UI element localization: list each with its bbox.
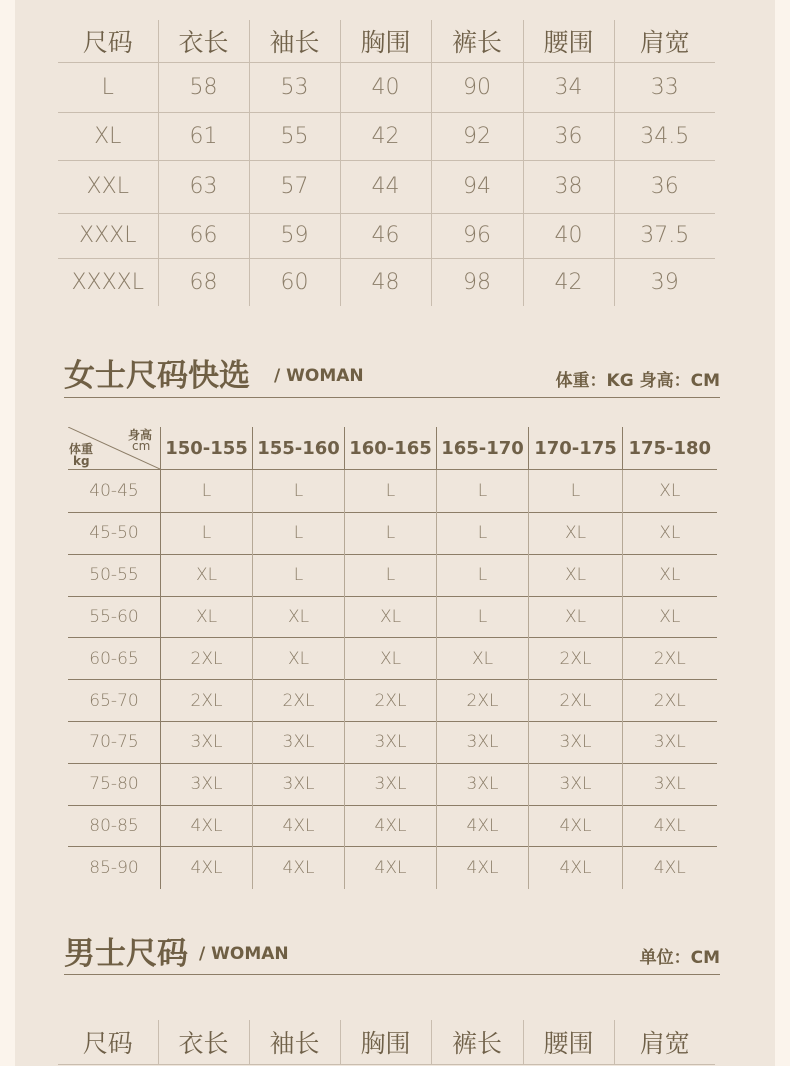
quick-grid-header-row <box>68 427 717 470</box>
size-cell: L <box>253 513 345 555</box>
column-header: 腰围 <box>523 20 614 62</box>
size-cell: 4XL <box>253 847 345 889</box>
size-cell: 3XL <box>437 721 529 763</box>
header-row <box>58 20 715 62</box>
table-row <box>58 213 715 258</box>
size-cell: 4XL <box>345 805 437 847</box>
measure-cell: 36 <box>523 112 614 160</box>
size-cell: XL <box>345 638 437 680</box>
size-cell: L <box>529 470 623 513</box>
size-cell: XXXL <box>58 213 158 258</box>
quick-grid-corner <box>68 427 161 470</box>
measure-cell: 38 <box>523 160 614 213</box>
table-row <box>68 847 717 889</box>
measure-cell: 39 <box>614 258 715 306</box>
measure-cell: 96 <box>431 213 523 258</box>
measure-cell: 59 <box>249 213 340 258</box>
section-subtitle: / WOMAN <box>274 366 364 386</box>
size-cell: 2XL <box>623 680 717 722</box>
size-cell: 4XL <box>345 847 437 889</box>
size-cell: XL <box>623 470 717 513</box>
measure-cell: 92 <box>431 112 523 160</box>
size-cell: XL <box>345 596 437 638</box>
table-row <box>68 554 717 596</box>
size-cell: XL <box>623 554 717 596</box>
size-cell: XL <box>253 638 345 680</box>
size-cell: 4XL <box>437 847 529 889</box>
men-measurement-table <box>58 1020 715 1065</box>
size-cell: XL <box>161 596 253 638</box>
column-header: 衣长 <box>158 20 249 62</box>
table-row <box>68 513 717 555</box>
size-cell: XL <box>161 554 253 596</box>
measure-cell: 44 <box>340 160 431 213</box>
size-cell: XL <box>437 638 529 680</box>
corner-weight-label: 体重 <box>69 442 94 456</box>
column-header: 胸围 <box>340 20 431 62</box>
measure-cell: 40 <box>523 213 614 258</box>
size-cell: L <box>101 74 114 100</box>
size-cell: 3XL <box>529 763 623 805</box>
size-cell: 3XL <box>253 721 345 763</box>
column-header: 尺码 <box>58 1020 158 1064</box>
size-cell: 3XL <box>253 763 345 805</box>
section-subtitle: / WOMAN <box>199 944 289 964</box>
size-cell: XL <box>58 112 158 160</box>
size-cell: 4XL <box>529 805 623 847</box>
table-row <box>58 160 715 213</box>
size-cell: L <box>437 554 529 596</box>
measure-cell: 66 <box>158 213 249 258</box>
measure-cell: 63 <box>158 160 249 213</box>
table-row <box>58 62 715 112</box>
size-cell: 2XL <box>161 638 253 680</box>
weight-range-cell: 75-80 <box>68 763 161 805</box>
size-cell: L <box>161 513 253 555</box>
size-cell: 2XL <box>253 680 345 722</box>
section-units: 单位：CM <box>639 948 720 968</box>
height-range-header: 165-170 <box>437 427 529 470</box>
measure-cell: 68 <box>158 258 249 306</box>
table-row <box>68 470 717 513</box>
weight-range-cell: 40-45 <box>68 470 161 513</box>
column-header: 肩宽 <box>614 20 715 62</box>
size-cell: L <box>161 470 253 513</box>
size-cell: XL <box>529 513 623 555</box>
size-cell: 3XL <box>437 763 529 805</box>
weight-range-cell: 80-85 <box>68 805 161 847</box>
measure-cell: 34 <box>523 62 614 112</box>
column-header: 袖长 <box>249 20 340 62</box>
column-header: 尺码 <box>58 20 158 62</box>
weight-range-cell: 45-50 <box>68 513 161 555</box>
size-cell: XL <box>529 596 623 638</box>
table-row <box>68 721 717 763</box>
measure-cell: 46 <box>340 213 431 258</box>
section-divider <box>64 397 720 398</box>
column-header: 衣长 <box>158 1020 249 1064</box>
height-range-header: 175-180 <box>623 427 717 470</box>
measure-cell: 61 <box>158 112 249 160</box>
column-header: 裤长 <box>431 1020 523 1064</box>
size-cell: 4XL <box>253 805 345 847</box>
size-cell: L <box>345 513 437 555</box>
weight-range-cell: 85-90 <box>68 847 161 889</box>
measure-cell: 53 <box>249 62 340 112</box>
column-header: 裤长 <box>431 20 523 62</box>
height-range-header: 155-160 <box>253 427 345 470</box>
size-cell: 3XL <box>161 721 253 763</box>
table-row <box>58 258 715 306</box>
size-cell: 3XL <box>345 763 437 805</box>
section-divider <box>64 974 720 975</box>
size-cell: 2XL <box>529 680 623 722</box>
size-cell: XL <box>253 596 345 638</box>
size-cell: 2XL <box>345 680 437 722</box>
size-cell: L <box>253 554 345 596</box>
size-cell: L <box>437 596 529 638</box>
size-cell: L <box>345 554 437 596</box>
measure-cell: 37.5 <box>614 213 715 258</box>
size-cell: 4XL <box>623 847 717 889</box>
table-row <box>68 805 717 847</box>
size-cell: 4XL <box>437 805 529 847</box>
measure-cell: 60 <box>249 258 340 306</box>
size-cell: L <box>253 470 345 513</box>
table-row <box>68 763 717 805</box>
measure-cell: 94 <box>431 160 523 213</box>
corner-height-label: 身高 <box>128 428 153 442</box>
section-title: 男士尺码 <box>64 936 188 972</box>
size-cell: 3XL <box>623 721 717 763</box>
size-cell: XXL <box>58 160 158 213</box>
weight-range-cell: 50-55 <box>68 554 161 596</box>
weight-range-cell: 60-65 <box>68 638 161 680</box>
measure-cell: 42 <box>523 258 614 306</box>
section-title: 女士尺码快选 <box>64 358 250 394</box>
section-units: 体重：KG 身高：CM <box>555 371 720 391</box>
size-cell: 3XL <box>623 763 717 805</box>
size-cell: 3XL <box>529 721 623 763</box>
table-row <box>58 112 715 160</box>
size-cell: 3XL <box>345 721 437 763</box>
size-cell: 2XL <box>623 638 717 680</box>
weight-range-cell: 55-60 <box>68 596 161 638</box>
size-cell: L <box>437 513 529 555</box>
height-range-header: 160-165 <box>345 427 437 470</box>
measure-cell: 36 <box>614 160 715 213</box>
measurement-table <box>58 20 715 306</box>
measure-cell: 57 <box>249 160 340 213</box>
size-cell: 4XL <box>161 847 253 889</box>
size-cell: 2XL <box>161 680 253 722</box>
size-cell: XXXXL <box>58 258 158 306</box>
measure-cell: 48 <box>340 258 431 306</box>
size-cell: 4XL <box>623 805 717 847</box>
quick-size-grid <box>68 427 717 889</box>
column-header: 袖长 <box>249 1020 340 1064</box>
height-range-header: 150-155 <box>161 427 253 470</box>
measure-cell: 90 <box>431 62 523 112</box>
measure-cell: 40 <box>340 62 431 112</box>
height-range-header: 170-175 <box>529 427 623 470</box>
size-cell: 4XL <box>529 847 623 889</box>
weight-range-cell: 70-75 <box>68 721 161 763</box>
man-size-section-header <box>64 922 720 982</box>
header-row <box>58 1020 715 1064</box>
measure-cell: 33 <box>614 62 715 112</box>
size-cell: XL <box>623 513 717 555</box>
size-cell: L <box>437 470 529 513</box>
size-cell: 2XL <box>437 680 529 722</box>
measure-cell: 58 <box>158 62 249 112</box>
corner-weight-unit: kg <box>73 454 90 468</box>
woman-size-section-header <box>64 342 720 402</box>
column-header: 胸围 <box>340 1020 431 1064</box>
size-cell: 2XL <box>529 638 623 680</box>
measure-cell: 55 <box>249 112 340 160</box>
size-cell: L <box>345 470 437 513</box>
weight-range-cell: 65-70 <box>68 680 161 722</box>
column-header: 肩宽 <box>614 1020 715 1064</box>
measure-cell: 98 <box>431 258 523 306</box>
table-row <box>68 596 717 638</box>
corner-height-unit: cm <box>132 439 151 453</box>
column-header: 腰围 <box>523 1020 614 1064</box>
measure-cell: 42 <box>340 112 431 160</box>
size-cell: 4XL <box>161 805 253 847</box>
size-cell: XL <box>529 554 623 596</box>
table-row <box>68 638 717 680</box>
table-row <box>68 680 717 722</box>
size-cell: XL <box>623 596 717 638</box>
size-cell: 3XL <box>161 763 253 805</box>
measure-cell: 34.5 <box>614 112 715 160</box>
